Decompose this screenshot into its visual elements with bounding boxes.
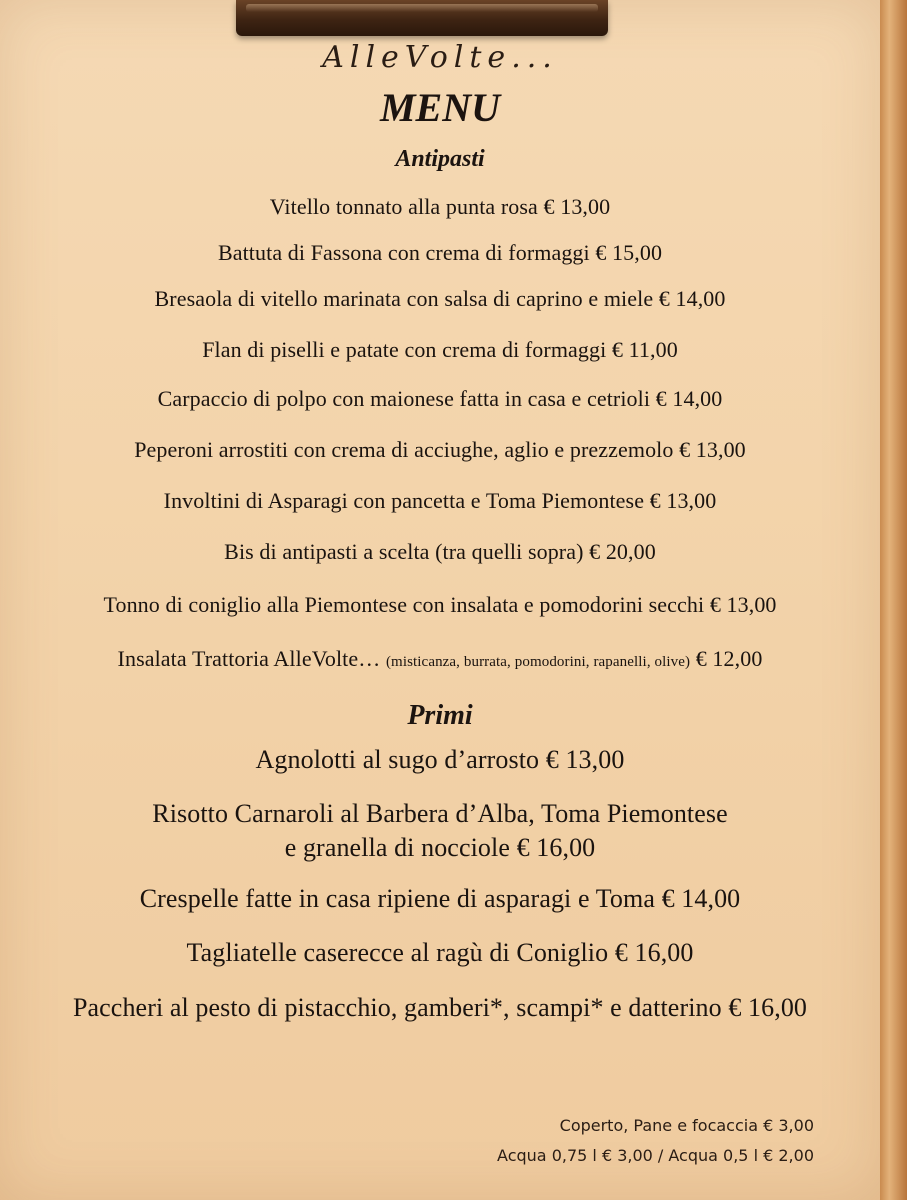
clipboard-clip	[236, 0, 608, 36]
insalata-price: € 12,00	[695, 646, 763, 671]
footer-coperto: Coperto, Pane e focaccia € 3,00	[559, 1116, 814, 1135]
menu-title: MENU	[379, 85, 501, 130]
menu-item: Flan di piselli e patate con crema di formaggi € 11,00	[202, 337, 678, 362]
restaurant-logo: AlleVolte...	[322, 40, 558, 75]
footer-acqua: Acqua 0,75 l € 3,00 / Acqua 0,5 l € 2,00	[497, 1146, 814, 1165]
insalata-ingredients: (misticanza, burrata, pomodorini, rapanelli, olive)	[385, 654, 691, 670]
menu-item-insalata	[0, 646, 880, 672]
menu-item: Paccheri al pesto di pistacchio, gamberi*, scampi* e datterino € 16,00	[72, 993, 808, 1022]
wooden-board-edge	[880, 0, 907, 1200]
section-title-primi: Primi	[407, 700, 473, 731]
menu-item: Crespelle fatte in casa ripiene di asparagi e Toma € 14,00	[139, 884, 741, 913]
menu-item: Risotto Carnaroli al Barbera d’Alba, Toma Piemontese	[152, 799, 728, 828]
insalata-name: Insalata Trattoria AlleVolte…	[117, 646, 381, 671]
menu-item: Agnolotti al sugo d’arrosto € 13,00	[255, 745, 625, 774]
menu-item: Peperoni arrostiti con crema di acciughe, aglio e prezzemolo € 13,00	[134, 437, 746, 462]
clip-shine	[246, 4, 598, 12]
menu-item: Carpaccio di polpo con maionese fatta in casa e cetrioli € 14,00	[157, 386, 723, 411]
menu-item: Battuta di Fassona con crema di formaggi € 15,00	[217, 240, 663, 265]
menu-item: Vitello tonnato alla punta rosa € 13,00	[269, 194, 611, 219]
menu-item: Tonno di coniglio alla Piemontese con insalata e pomodorini secchi € 13,00	[103, 592, 777, 617]
menu-item: Involtini di Asparagi con pancetta e Toma Piemontese € 13,00	[163, 488, 717, 513]
menu-item: Bresaola di vitello marinata con salsa di caprino e miele € 14,00	[154, 286, 726, 311]
menu-item: Tagliatelle caserecce al ragù di Coniglio € 16,00	[186, 938, 694, 967]
menu-item: Bis di antipasti a scelta (tra quelli sopra) € 20,00	[224, 539, 656, 564]
menu-item-continuation: e granella di nocciole € 16,00	[284, 833, 596, 862]
section-title-antipasti: Antipasti	[395, 146, 485, 172]
